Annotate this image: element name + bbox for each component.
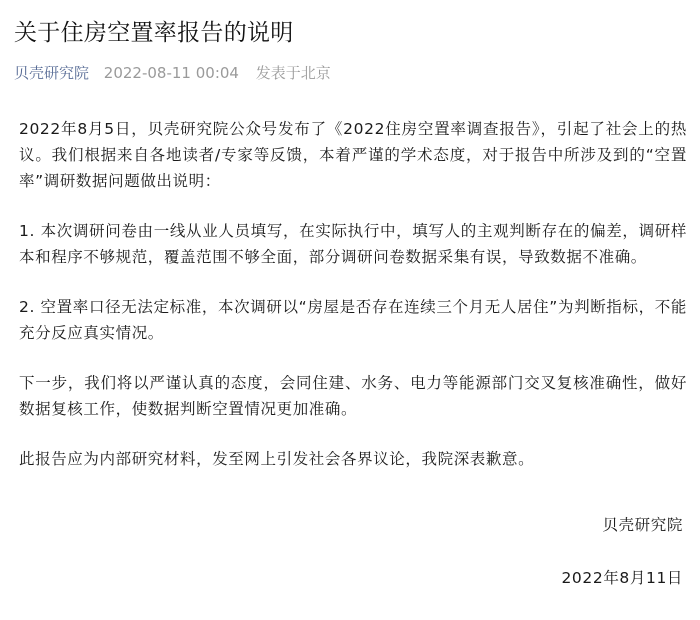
article-meta <box>14 62 331 84</box>
paragraph-apology: 此报告应为内部研究材料，发至网上引发社会各界议论，我院深表歉意。 <box>19 450 535 468</box>
paragraph-point-1: 1. 本次调研问卷由一线从业人员填写，在实际执行中，填写人的主观判断存在的偏差，调研样本和程序不够规范，覆盖范围不够全面，部分调研问卷数据采集有误，导致数据不准确。 <box>19 222 687 266</box>
paragraph-next-step: 下一步，我们将以严谨认真的态度，会同住建、水务、电力等能源部门交叉复核准确性，做好数据复核工作，使数据判断空置情况更加准确。 <box>19 374 687 418</box>
article-body <box>19 116 687 496</box>
paragraph-point-2: 2. 空置率口径无法定标准，本次调研以“房屋是否存在连续三个月无人居住”为判断指标，不能充分反应真实情况。 <box>19 298 687 342</box>
author-link[interactable]: 贝壳研究院 <box>14 64 90 82</box>
signature-date: 2022年8月11日 <box>561 569 683 587</box>
article-title: 关于住房空置率报告的说明 <box>14 20 294 46</box>
signature-org: 贝壳研究院 <box>602 516 683 534</box>
publish-time: 2022-08-11 00:04 <box>103 64 239 82</box>
publish-location: 发表于北京 <box>255 64 331 82</box>
paragraph-intro: 2022年8月5日，贝壳研究院公众号发布了《2022住房空置率调查报告》，引起了社会上的热议。我们根据来自各地读者/专家等反馈，本着严谨的学术态度，对于报告中所涉及到的“空置率”调研数据问题做出说明： <box>19 120 687 190</box>
